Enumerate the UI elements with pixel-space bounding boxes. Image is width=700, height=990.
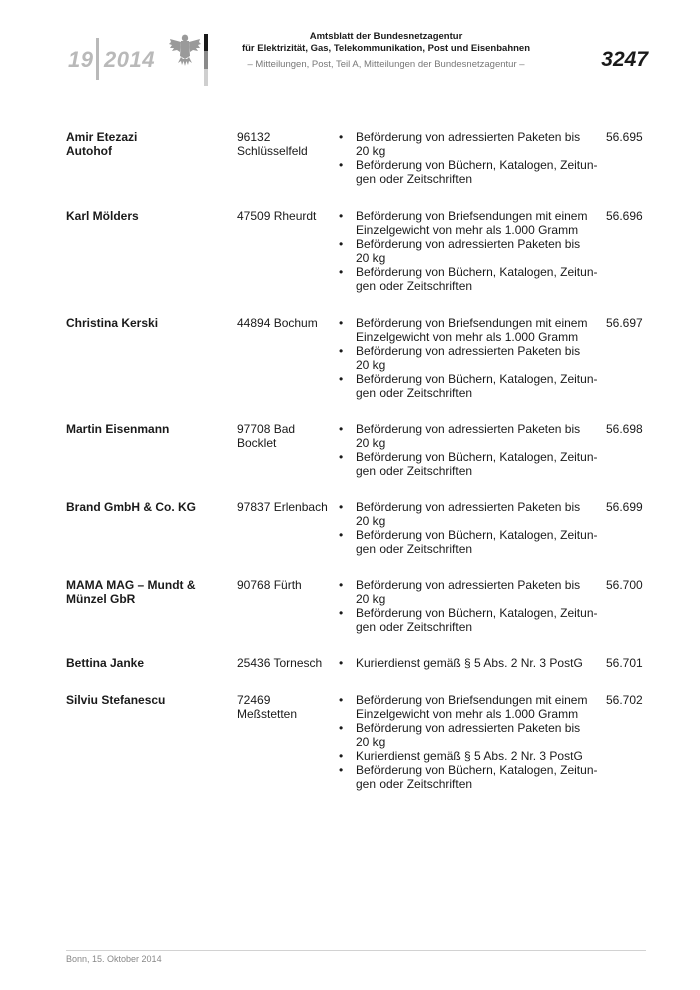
entry-place: 44894 Bochum: [237, 316, 318, 330]
service-item: [339, 316, 599, 344]
bullet-icon: •: [339, 372, 344, 386]
service-text: Beförderung von Büchern, Katalogen, Zeitun- gen oder Zeitschriften: [356, 528, 598, 556]
bullet-icon: •: [339, 606, 344, 620]
service-text: Beförderung von Briefsendungen mit einem Einzelgewicht von mehr als 1.000 Gramm: [356, 209, 588, 237]
service-text: Beförderung von adressierten Paketen bis 20 kg: [356, 130, 581, 158]
entry-number: 56.701: [606, 656, 643, 670]
service-item: [339, 500, 599, 528]
service-item: [339, 528, 599, 556]
service-text: Beförderung von Büchern, Katalogen, Zeitun- gen oder Zeitschriften: [356, 763, 598, 791]
entry-place: 90768 Fürth: [237, 578, 302, 592]
bullet-icon: •: [339, 209, 344, 223]
entry-services: [339, 130, 599, 186]
entry-services: [339, 422, 599, 478]
bullet-icon: •: [339, 344, 344, 358]
entry-name: Amir Etezazi Autohof: [66, 130, 138, 158]
issue-separator: [96, 38, 99, 80]
service-item: [339, 763, 599, 791]
bullet-icon: •: [339, 237, 344, 251]
entry-name: Christina Kerski: [66, 316, 159, 330]
gazette-title-line2: für Elektrizität, Gas, Telekommunikation, Post und Eisenbahnen: [241, 42, 531, 54]
bullet-icon: •: [339, 528, 344, 542]
bullet-icon: •: [339, 450, 344, 464]
entry-number: 56.700: [606, 578, 643, 592]
service-text: Beförderung von adressierten Paketen bis 20 kg: [356, 237, 581, 265]
issue-number: 19: [68, 47, 94, 72]
entry-number: 56.699: [606, 500, 643, 514]
service-item: [339, 209, 599, 237]
bullet-icon: •: [339, 721, 344, 735]
bullet-icon: •: [339, 763, 344, 777]
entry-services: [339, 656, 599, 670]
entry-name: Martin Eisenmann: [66, 422, 170, 436]
entry-services: [339, 209, 599, 293]
entry-name: MAMA MAG – Mundt & Münzel GbR: [66, 578, 196, 606]
bullet-icon: •: [339, 693, 344, 707]
service-item: [339, 749, 599, 763]
service-item: [339, 578, 599, 606]
entry-number: 56.696: [606, 209, 643, 223]
service-text: Beförderung von adressierten Paketen bis 20 kg: [356, 500, 581, 528]
service-text: Kurierdienst gemäß § 5 Abs. 2 Nr. 3 PostG: [356, 656, 583, 670]
page-number: 3247: [601, 48, 648, 71]
entry-number: 56.698: [606, 422, 643, 436]
entry-number: 56.697: [606, 316, 643, 330]
bullet-icon: •: [339, 130, 344, 144]
service-item: [339, 422, 599, 450]
service-item: [339, 237, 599, 265]
service-text: Beförderung von adressierten Paketen bis 20 kg: [356, 578, 581, 606]
bullet-icon: •: [339, 656, 344, 670]
entry-place: 96132 Schlüsselfeld: [237, 130, 308, 158]
footer-divider: [66, 950, 646, 951]
entry-services: [339, 500, 599, 556]
entry-place: 72469 Meßstetten: [237, 693, 298, 721]
bullet-icon: •: [339, 422, 344, 436]
service-text: Kurierdienst gemäß § 5 Abs. 2 Nr. 3 PostG: [356, 749, 583, 763]
service-item: [339, 344, 599, 372]
entry-name: Bettina Janke: [66, 656, 145, 670]
entry-services: [339, 578, 599, 634]
entry-number: 56.695: [606, 130, 643, 144]
bullet-icon: •: [339, 158, 344, 172]
gazette-subtitle: – Mitteilungen, Post, Teil A, Mitteilungen der Bundesnetzagentur –: [247, 59, 525, 70]
service-item: [339, 656, 599, 670]
service-text: Beförderung von adressierten Paketen bis 20 kg: [356, 721, 581, 749]
issue-year: 2014: [104, 47, 155, 72]
entry-name: Brand GmbH & Co. KG: [66, 500, 197, 514]
bullet-icon: •: [339, 500, 344, 514]
service-item: [339, 606, 599, 634]
entry-name: Silviu Stefanescu: [66, 693, 166, 707]
entry-name: Karl Mölders: [66, 209, 139, 223]
entry-services: [339, 693, 599, 791]
entry-place: 25436 Tornesch: [237, 656, 323, 670]
service-text: Beförderung von adressierten Paketen bis 20 kg: [356, 422, 581, 450]
entry-place: 97837 Erlenbach: [237, 500, 328, 514]
service-text: Beförderung von Briefsendungen mit einem Einzelgewicht von mehr als 1.000 Gramm: [356, 693, 588, 721]
service-text: Beförderung von Büchern, Katalogen, Zeitun- gen oder Zeitschriften: [356, 606, 598, 634]
service-text: Beförderung von Büchern, Katalogen, Zeitun- gen oder Zeitschriften: [356, 372, 598, 400]
federal-eagle-icon: [168, 32, 202, 68]
service-item: [339, 721, 599, 749]
entry-place: 97708 Bad Bocklet: [237, 422, 296, 450]
service-item: [339, 158, 599, 186]
bullet-icon: •: [339, 749, 344, 763]
service-text: Beförderung von Büchern, Katalogen, Zeitun- gen oder Zeitschriften: [356, 265, 598, 293]
service-item: [339, 450, 599, 478]
entry-place: 47509 Rheurdt: [237, 209, 317, 223]
service-item: [339, 693, 599, 721]
bullet-icon: •: [339, 265, 344, 279]
bullet-icon: •: [339, 578, 344, 592]
gazette-title-line1: Amtsblatt der Bundesnetzagentur: [309, 31, 463, 42]
service-item: [339, 130, 599, 158]
service-text: Beförderung von adressierten Paketen bis 20 kg: [356, 344, 581, 372]
service-item: [339, 372, 599, 400]
service-item: [339, 265, 599, 293]
service-text: Beförderung von Büchern, Katalogen, Zeitun- gen oder Zeitschriften: [356, 450, 598, 478]
service-text: Beförderung von Büchern, Katalogen, Zeitun- gen oder Zeitschriften: [356, 158, 598, 186]
entry-number: 56.702: [606, 693, 643, 707]
service-text: Beförderung von Briefsendungen mit einem Einzelgewicht von mehr als 1.000 Gramm: [356, 316, 588, 344]
entry-services: [339, 316, 599, 400]
bullet-icon: •: [339, 316, 344, 330]
gazette-title: [210, 31, 562, 54]
flag-stripe: [204, 34, 208, 86]
footer-date: Bonn, 15. Oktober 2014: [66, 954, 162, 964]
